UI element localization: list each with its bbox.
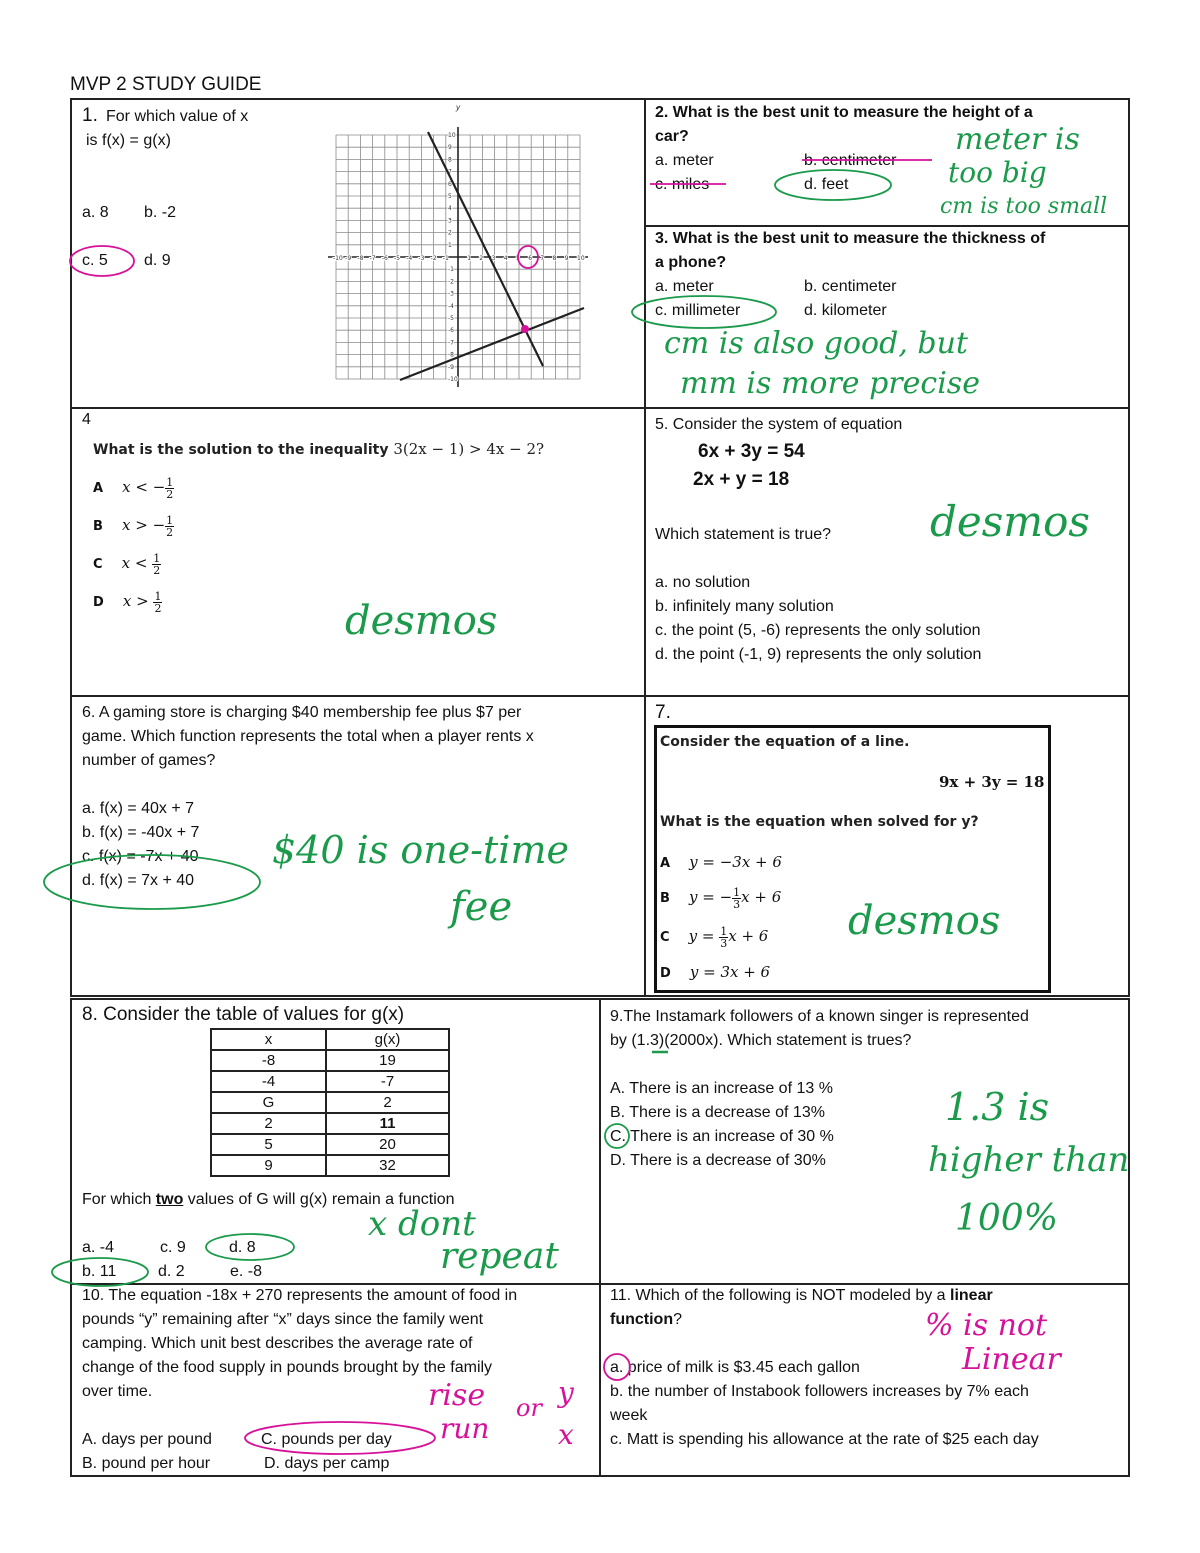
q3-note-1: cm is also good, but [664,326,968,361]
q5-eq-1: 6x + 3y = 54 [698,441,805,462]
q8-cell-gx: 11 [326,1113,449,1134]
q7-option-b [660,885,781,911]
q1-tick-label: 3 [448,217,452,225]
q7-option-c-pre: y = [688,927,720,945]
q7-option-d [660,960,770,986]
q1-tick-label: -10 [333,255,343,262]
table-row [211,1134,449,1155]
q4-option-b [93,513,174,539]
q8-option-e: e. -8 [230,1263,263,1280]
q2-note-2: too big [948,156,1047,189]
q1-option-a: a. 8 [82,204,109,221]
q8-table [210,1028,450,1177]
q4-question-text: What is the solution to the inequality [93,442,394,458]
q7-intro: Consider the equation of a line. [660,734,910,750]
q8-cell-x: -4 [211,1071,326,1092]
q11-text-2 [610,1308,682,1332]
q9-option-c: C. There is an increase of 30 % [610,1128,834,1145]
q2-text-1: 2. What is the best unit to measure the height of a [655,104,1033,121]
q1-tick-label: -4 [406,255,413,262]
q8-note-1: x dont [368,1204,476,1244]
q8-title: 8. Consider the table of values for g(x) [82,1004,405,1025]
q4-option-d-num: 1 [154,589,162,603]
q10-option-a: A. days per pound [82,1431,212,1448]
q8-cell-x: 9 [211,1155,326,1176]
q3-note-2: mm is more precise [680,366,980,401]
q4-note: desmos [345,598,498,644]
q1-tick-label: 2 [448,229,452,237]
q1-tick-label: -2 [430,255,437,262]
q1-tick-label: -8 [357,255,364,262]
q3-option-c: c. millimeter [655,302,741,319]
q11-text-2-post: ? [673,1311,682,1328]
q5-text: 5. Consider the system of equation [655,416,903,433]
q4-option-d [93,589,162,615]
q1-tick-label: 5 [448,193,452,200]
q8-option-b: b. 11 [82,1263,117,1280]
q8-question-post: values of G will g(x) remain a function [183,1191,455,1208]
q11-text-1-bold: linear [950,1287,993,1304]
q7-option-a [660,850,782,876]
q1-tick-label: 6 [448,180,452,188]
q7-option-c [660,924,768,950]
q1-tick-label: -9 [345,255,352,262]
q5-option-c: c. the point (5, -6) represents the only solution [655,622,981,639]
q1-tick-label: -5 [448,315,454,322]
q9-note-3: 100% [955,1198,1058,1239]
q4-option-b-num: 1 [166,513,174,527]
q10-note-run: run [440,1412,490,1445]
q4-number: 4 [82,411,91,428]
q1-axis-label-y: y [456,103,460,112]
q5-note: desmos [930,497,1090,546]
q5-question: Which statement is true? [655,526,832,543]
q9-option-b: B. There is a decrease of 13% [610,1104,825,1121]
q7-option-c-den: 3 [720,936,728,950]
q9-option-a: A. There is an increase of 13 % [610,1080,833,1097]
q2-text-2: car? [655,128,689,145]
q1-tick-label: 10 [448,132,456,139]
q1-tick-label: 8 [448,156,452,164]
q1-tick-label: -6 [381,255,388,262]
q8-cell-gx: 32 [326,1155,449,1176]
q9-text-1: 9.The Instamark followers of a known singer is represented [610,1008,1029,1025]
q2-note-1: meter is [955,122,1080,157]
q1-tick-label: -10 [448,376,458,383]
q6-text-1: 6. A gaming store is charging $40 membership fee plus $7 per [82,704,522,721]
q6-option-b: b. f(x) = -40x + 7 [82,824,200,841]
q9-text-2: by (1.3)(2000x). Which statement is trues? [610,1032,912,1049]
q10-text-2: pounds “y” remaining after “x” days since the family went [82,1311,484,1328]
q7-option-c-num: 1 [720,924,728,938]
q7-note: desmos [848,898,1001,944]
q1-tick-label: 4 [448,205,452,213]
q4-option-a-rel: x < − [122,478,166,496]
q4-option-a [93,475,174,501]
q8-option-d2: d. 2 [158,1263,185,1280]
q7-number: 7. [655,702,671,723]
q3-text-1: 3. What is the best unit to measure the thickness of [655,230,1046,247]
table-row [211,1113,449,1134]
q11-option-b-2: week [610,1407,648,1424]
q1-number: 1. [82,105,98,126]
q4-option-b-letter: B [93,519,103,534]
q6-option-c: c. f(x) = -7x + 40 [82,848,199,865]
q1-tick-label: 7 [540,255,545,262]
q5-eq-2: 2x + y = 18 [693,469,790,490]
q7-option-a-eq: y = −3x + 6 [689,853,782,871]
q4-option-b-rel: x > − [122,516,166,534]
q11-option-b-1: b. the number of Instabook followers increases by 7% each [610,1383,1029,1400]
q7-option-c-post: x + 6 [728,927,769,945]
q10-text-1: 10. The equation -18x + 270 represents the amount of food in [82,1287,518,1304]
q1-text-2: is f(x) = g(x) [86,132,171,149]
q10-note-rise: rise [428,1378,486,1413]
q8-note-2: repeat [440,1236,559,1277]
q1-tick-label: -1 [448,266,454,274]
q9-note-1: 1.3 is [945,1085,1050,1129]
q7-option-d-letter: D [660,966,671,981]
q8-cell-gx: 19 [326,1050,449,1071]
q1-tick-label: -7 [448,339,454,347]
q1-tick-label: 6 [528,255,533,262]
q1-tick-label: -4 [448,302,454,310]
q7-option-b-post: x + 6 [741,888,782,906]
q4-option-a-den: 2 [166,487,174,501]
q8-cell-gx: 20 [326,1134,449,1155]
q7-option-d-eq: y = 3x + 6 [689,963,771,981]
q4-option-c [93,551,161,577]
q10-text-3: camping. Which unit best describes the average rate of [82,1335,473,1352]
q8-cell-x: G [211,1092,326,1113]
q8-header-gx: g(x) [326,1029,449,1050]
q8-header-x: x [211,1029,326,1050]
q1-tick-label: -8 [448,351,454,359]
q2-option-a: a. meter [655,152,714,169]
q1-line-g [400,308,584,380]
q11-text-2-bold: function [610,1311,674,1328]
q4-option-a-letter: A [93,481,104,496]
q11-text-1-pre: 11. Which of the following is NOT modeled by a [610,1287,951,1304]
q1-tick-label: 3 [491,255,496,262]
table-row [211,1071,449,1092]
q10-text-4: change of the food supply in pounds brought by the family [82,1359,493,1376]
q1-graph [318,100,618,408]
q10-note-x: x [558,1418,574,1451]
q6-option-d: d. f(x) = 7x + 40 [82,872,195,889]
table-row [211,1155,449,1176]
q8-option-c: c. 9 [160,1239,186,1256]
q1-tick-label: 8 [552,255,557,262]
q1-tick-label: 1 [467,255,472,262]
q3-option-a: a. meter [655,278,714,295]
q2-note-3: cm is too small [940,194,1108,219]
q1-tick-label: 1 [448,241,452,249]
q10-note-y: y [558,1376,574,1409]
q4-option-d-rel: x > [122,592,149,610]
q7-option-a-letter: A [660,856,671,871]
q8-cell-x: 5 [211,1134,326,1155]
q5-option-d: d. the point (-1, 9) represents the only solution [655,646,982,663]
q6-note-1: $40 is one-time [272,828,569,872]
q6-option-a: a. f(x) = 40x + 7 [82,800,195,817]
q8-cell-gx: 2 [326,1092,449,1113]
q8-option-a: a. -4 [82,1239,115,1256]
q1-tick-label: 2 [479,255,484,262]
q4-option-c-num: 1 [153,551,161,565]
q11-note-2: Linear [962,1342,1061,1377]
q1-tick-label: -2 [448,278,454,286]
q4-option-c-den: 2 [153,563,161,577]
table-row [211,1092,449,1113]
q2-option-c: c. miles [655,176,710,193]
q7-equation: 9x + 3y = 18 [939,773,1045,791]
q4-option-c-rel: x < [121,554,148,572]
q1-option-c: c. 5 [82,252,108,269]
q1-option-b: b. -2 [144,204,177,221]
q5-option-a: a. no solution [655,574,751,591]
q1-tick-label: 5 [516,255,520,262]
q6-note-2: fee [450,884,513,930]
q11-text-1 [610,1284,993,1308]
q8-cell-gx: -7 [326,1071,449,1092]
q2-option-d: d. feet [804,176,849,193]
q8-cell-x: -8 [211,1050,326,1071]
q7-option-b-letter: B [660,891,670,906]
q1-tick-label: 4 [503,255,508,262]
q1-tick-label: -3 [418,255,425,262]
q1-tick-label: 10 [577,255,585,262]
q8-question-two: two [155,1191,184,1208]
q4-option-a-num: 1 [166,475,174,489]
q10-option-c: C. pounds per day [261,1431,392,1448]
q1-tick-label: 7 [448,168,452,176]
q1-tick-label: -5 [394,255,400,262]
table-header-row [211,1029,449,1050]
q1-text-1: For which value of x [106,108,249,125]
q7-option-c-letter: C [660,930,670,945]
q4-option-b-den: 2 [166,525,174,539]
q10-note-or: or [516,1394,542,1422]
q1-tick-label: -1 [442,255,449,262]
q3-option-b: b. centimeter [804,278,897,295]
table-row [211,1050,449,1071]
q10-option-b: B. pound per hour [82,1455,211,1472]
q7-question: What is the equation when solved for y? [660,814,979,830]
q8-question-pre: For which [82,1191,156,1208]
q5-option-b: b. infinitely many solution [655,598,834,615]
q1-intersection-point [521,325,529,333]
q10-text-5: over time. [82,1383,153,1400]
q1-option-d: d. 9 [144,252,171,269]
q9-option-d: D. There is a decrease of 30% [610,1152,826,1169]
q9-note-2: higher than [928,1140,1130,1180]
q1-tick-label: -6 [448,327,454,335]
q1-tick-label: -9 [448,363,454,371]
q4-option-d-letter: D [93,595,104,610]
q6-text-3: number of games? [82,752,216,769]
q8-option-d: d. 8 [229,1239,256,1256]
q7-option-b-den: 3 [733,897,741,911]
q4-question-math: 3(2x − 1) > 4x − 2? [393,440,545,458]
q11-note-1: % is not [925,1308,1048,1343]
q1-tick-label: -7 [369,255,376,262]
q10-option-d: D. days per camp [264,1455,390,1472]
q4-question [93,437,544,462]
q1-tick-label: 9 [564,255,569,262]
q4-option-d-den: 2 [154,601,162,615]
q7-option-b-pre: y = − [689,888,733,906]
q2-option-b: b. centimeter [804,152,897,169]
q3-option-d: d. kilometer [804,302,887,319]
q1-tick-label: 9 [448,144,452,152]
page-title: MVP 2 STUDY GUIDE [70,74,262,95]
q1-tick-label: -3 [448,290,454,298]
q4-option-c-letter: C [93,557,103,572]
q11-option-a: a. price of milk is $3.45 each gallon [610,1359,860,1376]
q7-option-b-num: 1 [733,885,741,899]
q8-cell-x: 2 [211,1113,326,1134]
q11-option-c: c. Matt is spending his allowance at the rate of $25 each day [610,1431,1039,1448]
q6-text-2: game. Which function represents the total when a player rents x [82,728,534,745]
q3-text-2: a phone? [655,254,727,271]
